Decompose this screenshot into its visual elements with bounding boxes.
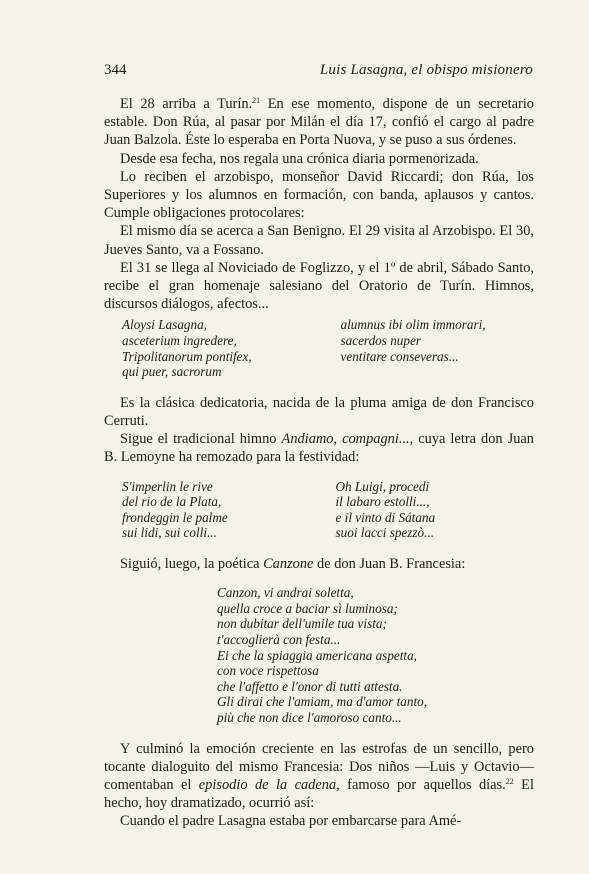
paragraph-embarque: Cuando el padre Lasagna estaba por embarcarse para Amé-	[120, 813, 462, 830]
canzone-title: Canzone	[263, 556, 314, 572]
verse-line: Canzon, vi andrai soletta,	[217, 585, 354, 601]
verse-line: S'imperlin le rive	[122, 478, 213, 494]
verse-column-right	[316, 317, 535, 379]
canzone-verse	[104, 585, 534, 725]
verse-line: sui lidi, sui colli...	[122, 525, 217, 541]
verse-line: più che non dice l'amoroso canto...	[217, 709, 402, 725]
paragraph-text: En ese momento, dispone de un secretario estable. Don Rúa, al pasar por Milán el día 17, confió el cargo al padre Juan Balzola. Éste lo esperaba en Porta Nuova, y se puso a sus órdenes.	[104, 96, 534, 149]
verse-line: alumnus ibi olim immorari,	[340, 317, 486, 333]
verse-line: frondeggin le palme	[122, 509, 228, 525]
verse-line: qui puer, sacrorum	[122, 364, 222, 380]
verse-line: il labaro estolli...,	[335, 494, 430, 510]
verse-line: non dubitar dell'umile tua vista;	[217, 616, 387, 632]
paragraph-text: El 28 arriba a Turín.	[120, 96, 253, 112]
latin-dedication-verse	[104, 317, 534, 379]
paragraph-san-benigno: El mismo día se acerca a San Benigno. El 29 visita al Arzobispo. El 30, Jueves Santo, va a Fossano.	[104, 223, 534, 258]
paragraph-text: Sigue el tradicional himno	[120, 431, 282, 448]
verse-line: t'accoglierà con festa...	[217, 631, 341, 647]
footnote-ref-21: 21	[252, 96, 261, 105]
verse-line: asceterium ingredere,	[122, 333, 237, 349]
verse-line: suoi lacci spezzò...	[335, 525, 435, 541]
verse-column-left	[122, 317, 316, 379]
paragraph-chronicle: Desde esa fecha, nos regala una crónica diaria pormenorizada.	[120, 150, 479, 167]
main-text	[104, 95, 534, 831]
verse-line: e il vinto di Sátana	[335, 509, 436, 525]
footnote-ref-22: 22	[505, 776, 514, 786]
verse-line: ventitare conseveras...	[340, 348, 459, 364]
verse-column-right	[321, 479, 535, 541]
italian-hymn-verse	[104, 479, 534, 541]
verse-line: Aloysi Lasagna,	[122, 317, 207, 333]
verse-line: quella croce a baciar sì luminosa;	[217, 600, 398, 616]
paragraph-arrival	[104, 95, 534, 150]
verse-line: Gli dirai che l'amiam, ma d'amor tanto,	[217, 694, 428, 710]
verse-line: sacerdos nuper	[340, 333, 421, 349]
running-header	[104, 62, 533, 79]
verse-line: del rio de la Plata,	[122, 494, 222, 510]
paragraph-canzone-intro	[104, 555, 534, 573]
paragraph-text: famoso por aquellos días.	[339, 776, 506, 793]
paragraph-text: El hecho, hoy dramatizado, ocurrió así:	[104, 776, 534, 812]
verse-line: Oh Luigi, procedi	[335, 478, 430, 494]
page-number: 344	[104, 62, 127, 78]
verse-line: Tripolitanorum pontifex,	[122, 348, 252, 364]
verse-line: che l'affetto e l'onor di tutti attesta.	[217, 678, 403, 694]
verse-line: con voce rispettosa	[217, 663, 319, 679]
paragraph-dedicatoria: Es la clásica dedicatoria, nacida de la pluma amiga de don Francisco Cerruti.	[104, 394, 534, 430]
verse-column-left	[122, 479, 321, 541]
paragraph-text: cuya letra don Juan B. Lemoyne ha remozado para la festividad:	[104, 431, 534, 466]
paragraph-text: de don Juan B. Francesia:	[313, 556, 466, 572]
verse-line: Ei che la spiaggia americana aspetta,	[217, 647, 417, 663]
episode-title: episodio de la cadena,	[198, 776, 340, 793]
paragraph-text: Y culminó la emoción creciente en las estrofas de un sencillo, pero tocante dialoguito del mismo Francesia: Dos niños —Luis y Octavio— comentaban el	[104, 740, 534, 793]
paragraph-text: Siguió, luego, la poética	[120, 556, 264, 572]
paragraph-himno	[104, 430, 534, 466]
paragraph-dialoguito	[104, 740, 534, 813]
hymn-title: Andiamo, compagni...,	[281, 431, 414, 448]
paragraph-foglizzo: El 31 se llega al Noviciado de Foglizzo, y el 1º de abril, Sábado Santo, recibe el gran homenaje salesiano del Oratorio de Turín. Himnos, discursos diálogos, afectos...	[104, 259, 534, 313]
paragraph-reception: Lo reciben el arzobispo, monseñor David Riccardi; don Rúa, los Superiores y los alumnos en formación, con banda, aplausos y cantos. Cumple obligaciones protocolares:	[104, 168, 534, 222]
running-title: Luis Lasagna, el obispo misionero	[319, 62, 533, 78]
